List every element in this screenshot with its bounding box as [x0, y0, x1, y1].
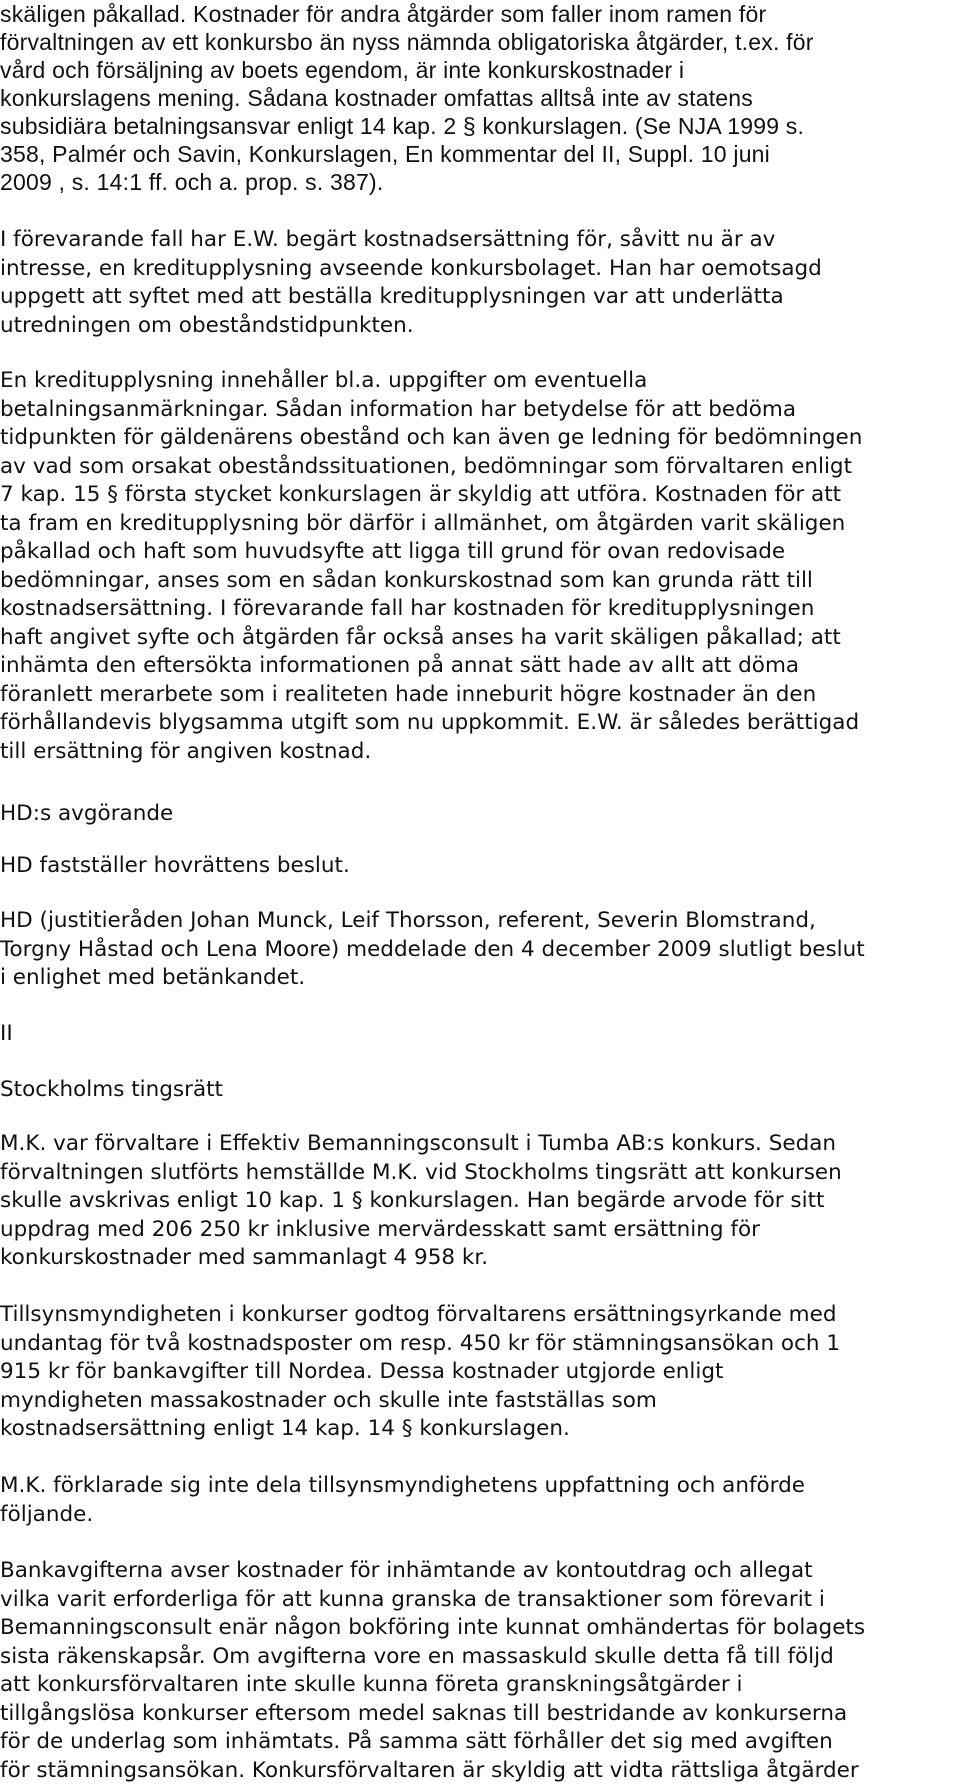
- paragraph-supervisory-authority: [0, 1301, 960, 1444]
- text-line: kostnadsersättning enligt 14 kap. 14 § konkurslagen.: [0, 1416, 570, 1441]
- text-line: i enlighet med betänkandet.: [0, 965, 306, 990]
- text-line: 358, Palmér och Savin, Konkurslagen, En kommentar del II, Suppl. 10 juni: [0, 141, 770, 167]
- text-line: förvaltningen av ett konkursbo än nyss nämnda obligatoriska åtgärder, t.ex. för: [0, 29, 814, 55]
- text-line: Tillsynsmyndigheten i konkurser godtog förvaltarens ersättningsyrkande med: [0, 1302, 837, 1327]
- text-line: förhållandevis blygsamma utgift som nu uppkommit. E.W. är således berättigad: [0, 710, 860, 735]
- paragraph-assessment: [0, 367, 960, 766]
- text-line: II: [0, 1021, 13, 1046]
- text-line: bedömningar, anses som en sådan konkurskostnad som kan grunda rätt till: [0, 567, 813, 593]
- text-line: förvaltningen slutförts hemställde M.K. vid Stockholms tingsrätt att konkursen: [0, 1159, 842, 1185]
- paragraph-objection: [0, 1472, 960, 1529]
- text-line: I förevarande fall har E.W. begärt kostnadsersättning för, såvitt nu är av: [0, 227, 776, 252]
- text-line: Bemanningsconsult enär någon bokföring inte kunnat omhändertas för bolagets: [0, 1615, 866, 1640]
- text-line: skäligen påkallad. Kostnader för andra åtgärder som faller inom ramen för: [0, 1, 767, 27]
- text-line: ta fram en kreditupplysning bör därför i allmänhet, om åtgärden varit skäligen: [0, 510, 846, 536]
- text-line: inhämta den eftersökta informationen på annat sätt hade av allt att döma: [0, 653, 800, 678]
- paragraph-justices: [0, 907, 960, 993]
- text-line: 915 kr för bankavgifter till Nordea. Dessa kostnader utgjorde enligt: [0, 1359, 724, 1384]
- text-line: M.K. var förvaltare i Effektiv Bemanningsconsult i Tumba AB:s konkurs. Sedan: [0, 1131, 837, 1156]
- heading-court: [0, 1076, 960, 1105]
- text-line: tidpunkten för gäldenärens obestånd och kan även ge ledning för bedömningen: [0, 425, 863, 450]
- text-line: En kreditupplysning innehåller bl.a. uppgifter om eventuella: [0, 368, 648, 393]
- text-line: konkurslagens mening. Sådana kostnader omfattas alltså inte av statens: [0, 85, 753, 111]
- text-line: uppgett att syftet med att beställa kreditupplysningen var att underlätta: [0, 284, 784, 309]
- text-line: 2009 , s. 14:1 ff. och a. prop. s. 387).: [0, 169, 384, 195]
- text-line: M.K. förklarade sig inte dela tillsynsmyndighetens uppfattning och anförde: [0, 1473, 806, 1498]
- paragraph-intro: [0, 0, 960, 196]
- text-line: sista räkenskapsår. Om avgifterna vore en massaskuld skulle detta få till följd: [0, 1643, 834, 1669]
- heading-hd-decision: [0, 800, 960, 829]
- text-line: undantag för två kostnadsposter om resp. 450 kr för stämningsansökan och 1: [0, 1330, 841, 1356]
- text-line: tillgångslösa konkurser eftersom medel saknas till bestridande av konkurserna: [0, 1700, 848, 1726]
- text-line: kostnadsersättning. I förevarande fall har kostnaden för kreditupplysningen: [0, 596, 815, 621]
- text-line: utredningen om obeståndstidpunkten.: [0, 312, 414, 338]
- text-line: intresse, en kreditupplysning avseende konkursbolaget. Han har oemotsagd: [0, 255, 822, 281]
- text-line: HD (justitieråden Johan Munck, Leif Thorsson, referent, Severin Blomstrand,: [0, 908, 816, 933]
- text-line: HD:s avgörande: [0, 801, 174, 826]
- text-line: föranlett merarbete som i realiteten hade inneburit högre kostnader än den: [0, 681, 817, 707]
- text-line: till ersättning för angiven kostnad.: [0, 738, 372, 764]
- paragraph-case-facts: [0, 226, 960, 340]
- text-line: HD fastställer hovrättens beslut.: [0, 853, 350, 878]
- paragraph-ruling: [0, 852, 960, 881]
- text-line: vilka varit erforderliga för att kunna granska de transaktioner som förevarit i: [0, 1586, 825, 1612]
- text-line: för de underlag som inhämtats. På samma sätt förhåller det sig med avgiften: [0, 1729, 833, 1754]
- heading-section-ii: [0, 1020, 960, 1049]
- text-line: Torgny Håstad och Lena Moore) meddelade den 4 december 2009 slutligt beslut: [0, 936, 865, 962]
- text-line: Stockholms tingsrätt: [0, 1077, 223, 1102]
- paragraph-trustee: [0, 1130, 960, 1273]
- text-line: skulle avskrivas enligt 10 kap. 1 § konkurslagen. Han begärde arvode för sitt: [0, 1188, 825, 1213]
- text-line: av vad som orsakat obeståndssituationen, bedömningar som förvaltaren enligt: [0, 453, 853, 479]
- text-line: haft angivet syfte och åtgärden får också anses ha varit skäligen påkallad; att: [0, 624, 841, 650]
- text-line: Bankavgifterna avser kostnader för inhämtande av kontoutdrag och allegat: [0, 1558, 813, 1583]
- paragraph-bank-fees: [0, 1557, 960, 1785]
- text-line: vård och försäljning av boets egendom, är inte konkurskostnader i: [0, 57, 685, 83]
- text-line: uppdrag med 206 250 kr inklusive mervärdesskatt samt ersättning för: [0, 1216, 760, 1242]
- text-line: för stämningsansökan. Konkursförvaltaren är skyldig att vidta rättsliga åtgärder: [0, 1757, 859, 1783]
- text-line: påkallad och haft som huvudsyfte att ligga till grund för ovan redovisade: [0, 539, 786, 564]
- text-line: myndigheten massakostnader och skulle inte fastställas som: [0, 1387, 657, 1413]
- text-line: att konkursförvaltaren inte skulle kunna företa granskningsåtgärder i: [0, 1672, 743, 1697]
- text-line: subsidiära betalningsansvar enligt 14 kap. 2 § konkurslagen. (Se NJA 1999 s.: [0, 113, 805, 139]
- text-line: konkurskostnader med sammanlagt 4 958 kr.: [0, 1245, 489, 1270]
- text-line: följande.: [0, 1501, 94, 1527]
- text-line: betalningsanmärkningar. Sådan information har betydelse för att bedöma: [0, 396, 797, 422]
- text-line: 7 kap. 15 § första stycket konkurslagen är skyldig att utföra. Kostnaden för att: [0, 482, 842, 507]
